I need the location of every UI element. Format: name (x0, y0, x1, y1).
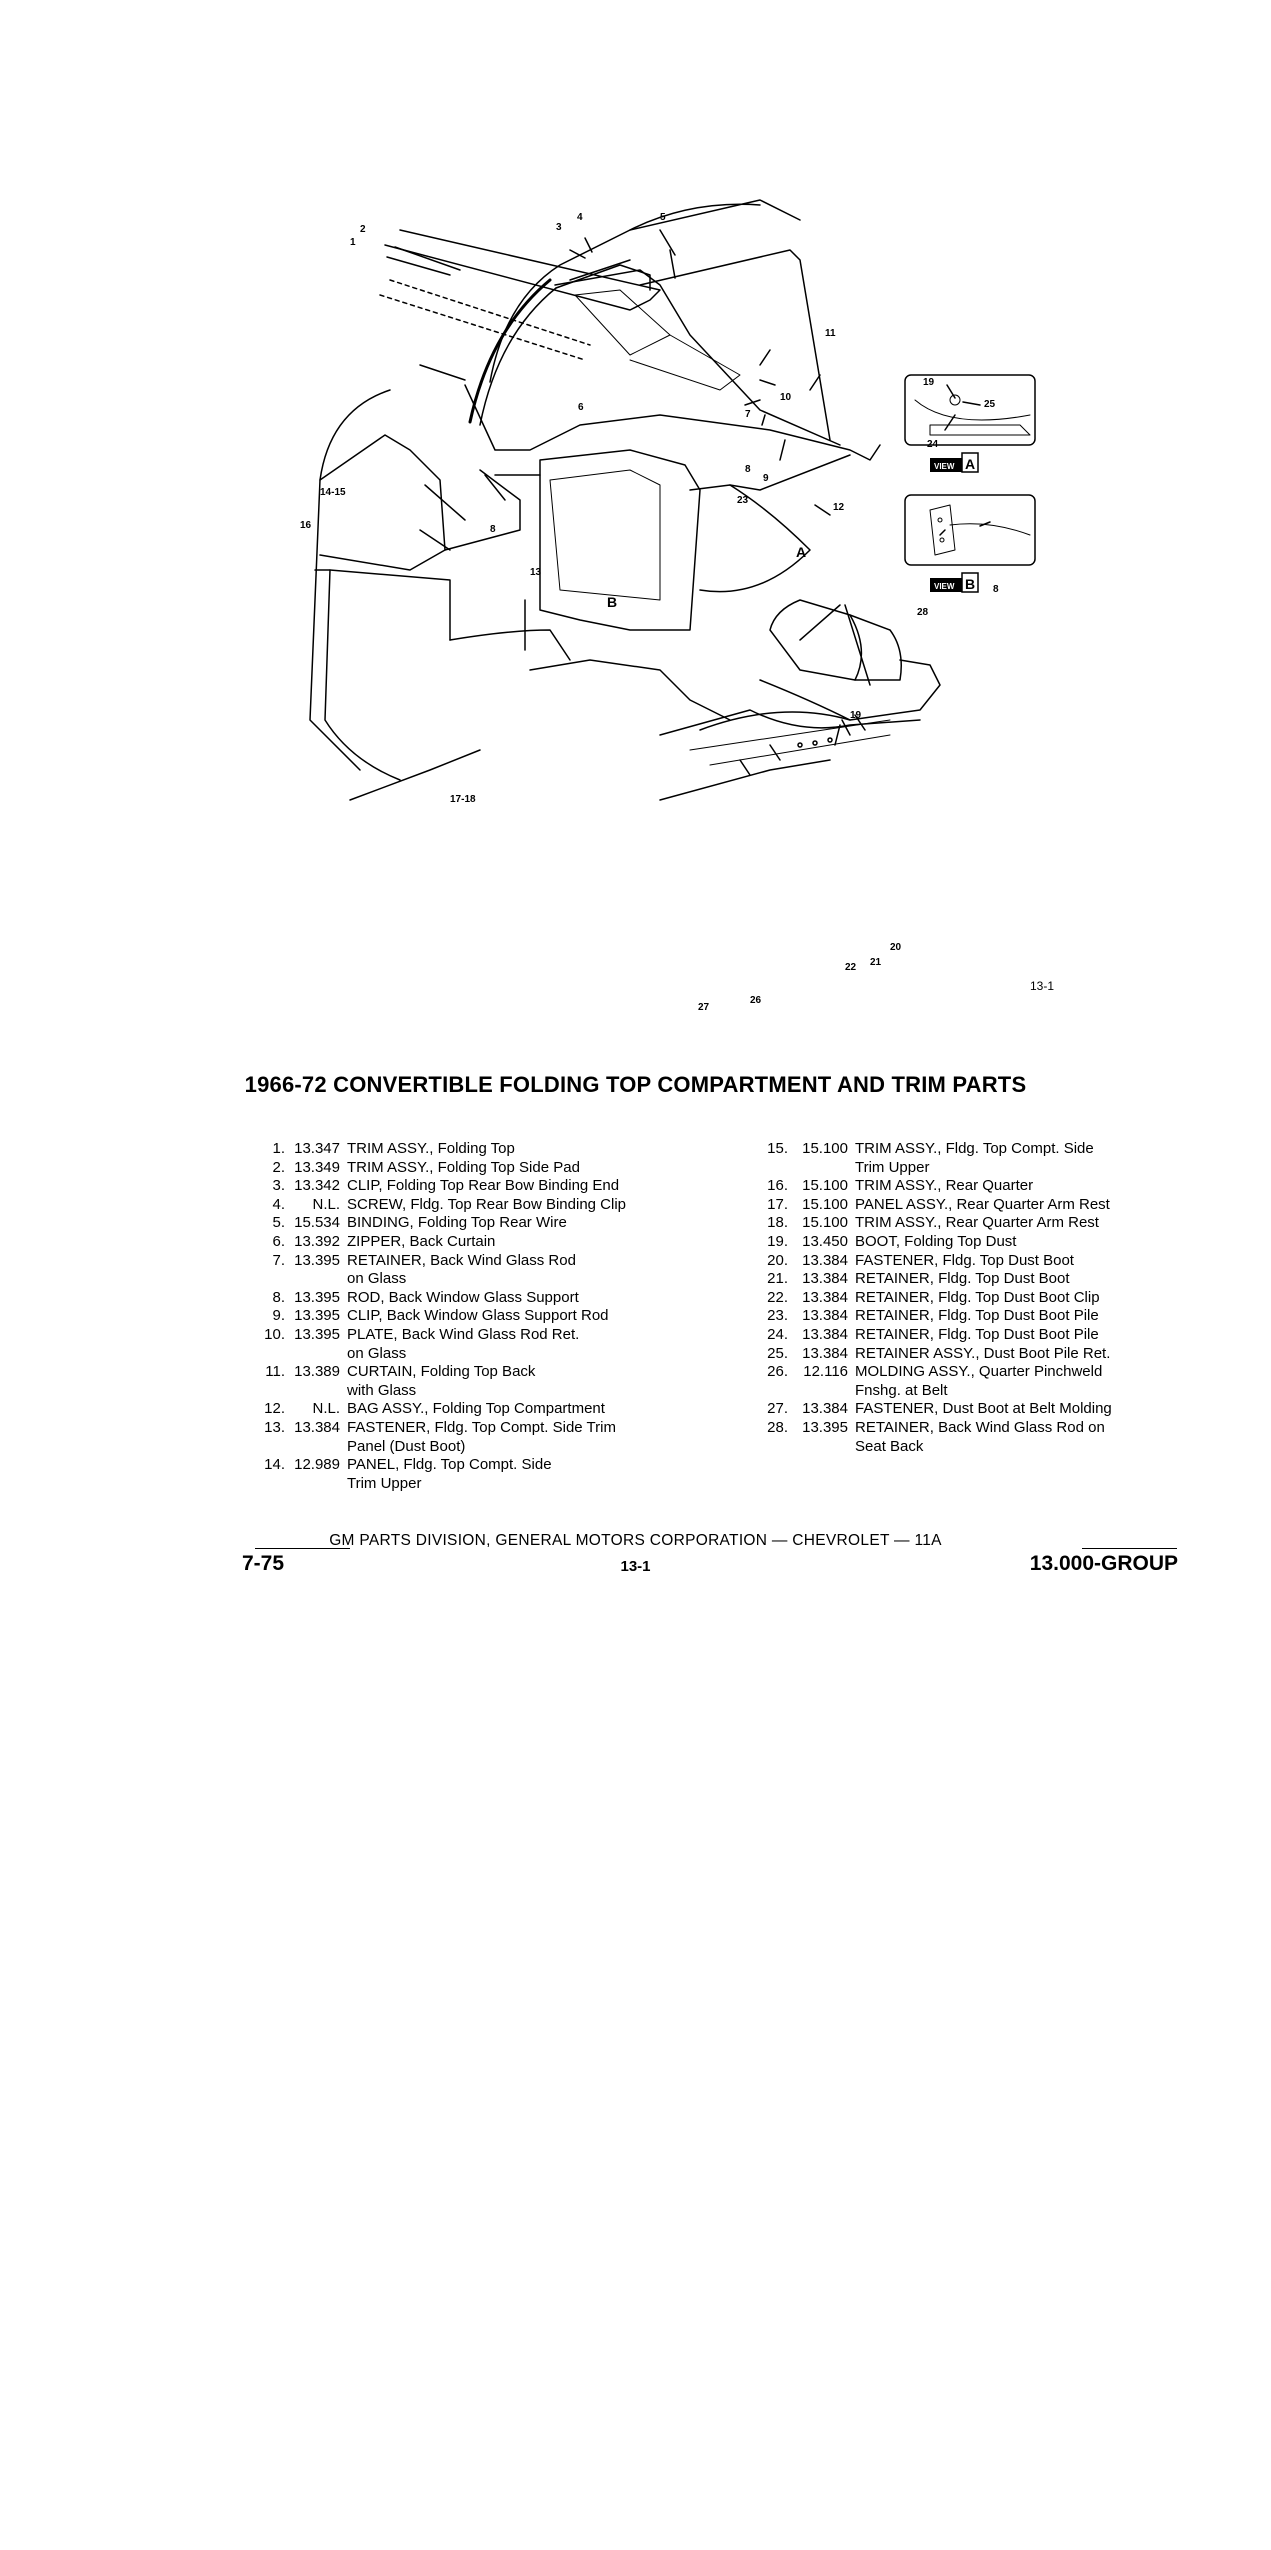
callout-label: 25 (984, 399, 996, 410)
part-description-line: BINDING, Folding Top Rear Wire (347, 1214, 567, 1232)
view-b-marker: B (607, 594, 618, 610)
part-group-code: 13.342 (294, 1177, 340, 1195)
part-group-code: 13.395 (294, 1307, 340, 1325)
callout-label: 4 (577, 212, 583, 223)
callout-label: 6 (578, 402, 584, 413)
part-group-code: 15.100 (802, 1177, 848, 1195)
callout-label: 28 (917, 607, 929, 618)
part-description-line: PANEL, Fldg. Top Compt. Side (347, 1456, 552, 1474)
callout-label: 5 (660, 212, 666, 223)
part-number: 7. (272, 1251, 285, 1269)
footer-group: 13.000-GROUP (1029, 1552, 1178, 1575)
part-description-line: MOLDING ASSY., Quarter Pinchweld (855, 1363, 1103, 1381)
part-group-code: 13.349 (294, 1158, 340, 1176)
view-a-badge (930, 453, 978, 472)
part-number: 4. (272, 1195, 285, 1213)
part-description (347, 1289, 579, 1308)
part-item (756, 1419, 1176, 1456)
callout-label: 20 (890, 942, 902, 953)
part-description-line: CURTAIN, Folding Top Back (347, 1363, 536, 1381)
callout-label: 7 (745, 409, 751, 420)
part-number: 28. (767, 1418, 788, 1436)
part-description (347, 1196, 626, 1215)
part-description (347, 1177, 619, 1196)
part-item (255, 1363, 725, 1400)
part-group-code: 13.389 (294, 1363, 340, 1381)
part-description (855, 1419, 1105, 1456)
part-item (255, 1214, 725, 1233)
part-number: 27. (767, 1400, 788, 1418)
part-item (756, 1363, 1176, 1400)
part-description-line: CLIP, Back Window Glass Support Rod (347, 1307, 609, 1325)
callout-label: 19 (923, 377, 935, 388)
part-group-code: 13.347 (294, 1140, 340, 1157)
page-title: 1966-72 CONVERTIBLE FOLDING TOP COMPARTMENT AND TRIM PARTS (244, 1072, 1027, 1097)
part-number: 14. (264, 1456, 285, 1474)
part-number: 9. (272, 1307, 285, 1325)
part-item (255, 1177, 725, 1196)
part-description-line: RETAINER ASSY., Dust Boot Pile Ret. (855, 1344, 1111, 1362)
part-description-line: PANEL ASSY., Rear Quarter Arm Rest (855, 1195, 1110, 1213)
part-number: 8. (272, 1288, 285, 1306)
part-item (756, 1289, 1176, 1308)
part-description-line: Trim Upper (347, 1474, 422, 1492)
part-description (855, 1289, 1100, 1308)
part-description-line: SCREW, Fldg. Top Rear Bow Binding Clip (347, 1195, 627, 1213)
part-group-code: 15.534 (294, 1214, 340, 1232)
part-description-line: Panel (Dust Boot) (347, 1437, 466, 1455)
part-item (756, 1270, 1176, 1289)
part-description (347, 1214, 567, 1233)
part-item (255, 1159, 725, 1178)
callout-label: 12 (833, 502, 845, 513)
part-number: 11. (265, 1363, 285, 1381)
svg-text:B: B (965, 576, 976, 592)
part-description (347, 1159, 580, 1178)
part-description-line: RETAINER, Back Wind Glass Rod on (855, 1418, 1105, 1436)
part-item (756, 1196, 1176, 1215)
part-item (756, 1214, 1176, 1233)
part-item (255, 1326, 725, 1363)
callout-label: 14-15 (320, 487, 346, 498)
part-group-code: 15.100 (802, 1214, 848, 1232)
part-description (855, 1345, 1110, 1364)
part-group-code: 13.450 (802, 1232, 848, 1250)
part-item (756, 1252, 1176, 1271)
part-number: 6. (272, 1232, 285, 1250)
part-description (347, 1326, 579, 1363)
part-number: 2. (272, 1158, 285, 1176)
part-description-line: ZIPPER, Back Curtain (347, 1232, 496, 1250)
part-group-code: N.L. (312, 1400, 340, 1418)
part-description-line: Fnshg. at Belt (855, 1381, 948, 1399)
part-description-line: RETAINER, Fldg. Top Dust Boot Pile (855, 1325, 1099, 1343)
part-description-line: ROD, Back Window Glass Support (347, 1288, 579, 1306)
parts-list-left (255, 1140, 725, 1493)
part-description (347, 1419, 616, 1456)
part-description (855, 1363, 1102, 1400)
part-description-line: FASTENER, Dust Boot at Belt Molding (855, 1400, 1112, 1418)
callout-label: 11 (825, 328, 836, 339)
part-item (255, 1419, 725, 1456)
part-description-line: RETAINER, Fldg. Top Dust Boot (855, 1270, 1070, 1288)
part-group-code: 13.384 (802, 1344, 848, 1362)
part-number: 19. (767, 1232, 788, 1250)
part-item (255, 1140, 725, 1159)
part-group-code: 13.395 (802, 1418, 848, 1436)
part-description (855, 1140, 1094, 1177)
part-number: 1. (272, 1140, 285, 1157)
callout-label: 9 (763, 473, 769, 484)
part-number: 22. (767, 1288, 788, 1306)
part-item (255, 1289, 725, 1308)
part-number: 18. (767, 1214, 788, 1232)
part-item (255, 1252, 725, 1289)
part-number: 17. (767, 1195, 788, 1213)
part-description-line: TRIM ASSY., Folding Top (347, 1140, 515, 1157)
parts-diagram (300, 160, 1090, 1030)
part-group-code: 13.395 (294, 1251, 340, 1269)
part-description (347, 1140, 515, 1159)
part-item (756, 1233, 1176, 1252)
callout-label: 21 (870, 957, 882, 968)
callout-label: 3 (556, 222, 562, 233)
part-group-code: 13.384 (802, 1251, 848, 1269)
part-item (756, 1326, 1176, 1345)
part-number: 23. (767, 1307, 788, 1325)
part-description-line: FASTENER, Fldg. Top Dust Boot (855, 1251, 1074, 1269)
part-number: 15. (767, 1140, 788, 1157)
part-number: 24. (767, 1325, 788, 1343)
parts-list-right (756, 1140, 1176, 1456)
part-group-code: 13.384 (802, 1288, 848, 1306)
part-description-line: Seat Back (855, 1437, 924, 1455)
callout-label: 10 (780, 392, 792, 403)
footer-publisher: GM PARTS DIVISION, GENERAL MOTORS CORPORATION — CHEVROLET — 11A (329, 1532, 942, 1549)
part-item (756, 1307, 1176, 1326)
callout-label: 17-18 (450, 794, 476, 805)
part-description-line: TRIM ASSY., Rear Quarter Arm Rest (855, 1214, 1099, 1232)
part-number: 10. (264, 1325, 285, 1343)
svg-text:A: A (965, 456, 976, 472)
part-item (255, 1196, 725, 1215)
part-description-line: RETAINER, Fldg. Top Dust Boot Clip (855, 1288, 1100, 1306)
part-group-code: 12.116 (803, 1363, 848, 1381)
callout-labels (300, 212, 999, 1013)
callout-label: 24 (927, 439, 939, 450)
callout-label: 2 (360, 224, 366, 235)
part-number: 3. (272, 1177, 285, 1195)
part-description (855, 1214, 1099, 1233)
part-description (855, 1326, 1099, 1345)
part-group-code: 12.989 (294, 1456, 340, 1474)
part-description (347, 1363, 535, 1400)
part-group-code: 13.392 (294, 1232, 340, 1250)
part-item (756, 1177, 1176, 1196)
part-number: 13. (264, 1418, 285, 1436)
callout-label: 22 (845, 962, 857, 973)
part-description-line: BOOT, Folding Top Dust (855, 1232, 1017, 1250)
part-item (756, 1140, 1176, 1177)
part-description-line: TRIM ASSY., Rear Quarter (855, 1177, 1034, 1195)
svg-text:VIEW: VIEW (934, 582, 955, 591)
callout-label: 26 (750, 995, 762, 1006)
part-group-code: 13.395 (294, 1325, 340, 1343)
part-number: 20. (767, 1251, 788, 1269)
part-description (347, 1252, 576, 1289)
part-description (855, 1177, 1033, 1196)
part-group-code: N.L. (312, 1195, 340, 1213)
callout-label: 13 (530, 567, 542, 578)
part-description-line: PLATE, Back Wind Glass Rod Ret. (347, 1325, 580, 1343)
part-description-line: RETAINER, Back Wind Glass Rod (347, 1251, 576, 1269)
part-group-code: 13.384 (802, 1325, 848, 1343)
part-description-line: BAG ASSY., Folding Top Compartment (347, 1400, 605, 1418)
part-description-line: on Glass (347, 1344, 407, 1362)
part-description-line: FASTENER, Fldg. Top Compt. Side Trim (347, 1418, 616, 1436)
part-description (347, 1456, 552, 1493)
part-group-code: 15.100 (802, 1140, 848, 1157)
part-description (855, 1252, 1074, 1271)
part-item (255, 1233, 725, 1252)
part-description (855, 1307, 1099, 1326)
part-number: 25. (767, 1344, 788, 1362)
part-description-line: RETAINER, Fldg. Top Dust Boot Pile (855, 1307, 1099, 1325)
part-group-code: 15.100 (802, 1195, 848, 1213)
part-description (347, 1400, 605, 1419)
footer-page-number: 13-1 (620, 1558, 651, 1575)
callout-label: 27 (698, 1002, 710, 1013)
part-number: 21. (767, 1270, 788, 1288)
svg-text:VIEW: VIEW (934, 462, 955, 471)
part-description (855, 1400, 1112, 1419)
callout-label: 23 (737, 495, 749, 506)
part-description-line: TRIM ASSY., Fldg. Top Compt. Side (855, 1140, 1094, 1157)
part-description (855, 1233, 1016, 1252)
part-number: 16. (767, 1177, 788, 1195)
part-group-code: 13.384 (802, 1400, 848, 1418)
callout-label: 8 (993, 584, 999, 595)
part-description-line: with Glass (347, 1381, 417, 1399)
part-item (255, 1400, 725, 1419)
callout-label: 8 (745, 464, 751, 475)
part-description (347, 1307, 609, 1326)
figure-number: 13-1 (1030, 979, 1055, 993)
part-item (756, 1345, 1176, 1364)
part-group-code: 13.384 (802, 1307, 848, 1325)
part-item (756, 1400, 1176, 1419)
part-description-line: TRIM ASSY., Folding Top Side Pad (347, 1158, 580, 1176)
callout-label: 1 (350, 237, 356, 248)
callout-label: 8 (490, 524, 496, 535)
part-number: 5. (272, 1214, 285, 1232)
part-item (255, 1456, 725, 1493)
callout-label: 16 (300, 520, 312, 531)
part-number: 26. (767, 1363, 788, 1381)
callout-label: 19 (850, 710, 862, 721)
part-number: 12. (264, 1400, 285, 1418)
footer-date: 7-75 (242, 1552, 285, 1575)
part-description-line: Trim Upper (855, 1158, 930, 1176)
view-b-badge (930, 573, 978, 592)
part-description (347, 1233, 495, 1252)
part-group-code: 13.395 (294, 1288, 340, 1306)
part-item (255, 1307, 725, 1326)
part-group-code: 13.384 (802, 1270, 848, 1288)
part-group-code: 13.384 (294, 1418, 340, 1436)
part-description (855, 1270, 1070, 1289)
view-a-marker: A (796, 544, 807, 560)
part-description-line: on Glass (347, 1270, 407, 1288)
part-description (855, 1196, 1110, 1215)
part-description-line: CLIP, Folding Top Rear Bow Binding End (347, 1177, 620, 1195)
